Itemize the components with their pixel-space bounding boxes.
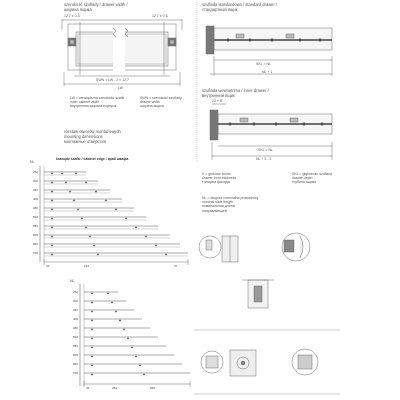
- row-label: 300: [72, 299, 78, 303]
- row-label: 300: [32, 179, 38, 183]
- standard-skl-label: SKL = NL: [256, 62, 271, 66]
- standard-drawer-title: szuflada standardowa / standard drawer / стандартный ящик: [202, 2, 278, 12]
- lower-nl-label: NL: [70, 279, 75, 283]
- inner-skl-label: SKL = NL: [258, 148, 273, 152]
- inner-drawer-title: szuflada wewnętrzna / inner drawer / внутренний ящик: [202, 88, 269, 98]
- side-gap-right-label: 12,7 ± 0,3: [152, 14, 168, 18]
- lower-bottom-dim: 32: [86, 386, 90, 390]
- side-gap-left-label: 12,7 ± 0,3: [64, 14, 80, 18]
- row-label: 550: [32, 224, 38, 228]
- drawer-width-title: szerokość szuflady / drawer width / ширина ящика: [64, 2, 128, 12]
- row-label: 250: [32, 170, 38, 174]
- row-label: 500: [72, 335, 78, 339]
- row-label: 250: [72, 290, 78, 294]
- nominal-length-legend: NL = długość nominalna prowadnicy nominal slide length номинальная длина направляющей: [202, 196, 259, 213]
- row-label: 600: [32, 233, 38, 237]
- row-label: 550: [72, 344, 78, 348]
- detail-views: [194, 233, 340, 394]
- drawer-depth-legend: SKL = głębokość szuflady drawer depth глубина ящика: [292, 172, 333, 185]
- mounting-dimensions-title: rozstaw otworów montażowych mounting dimensions монтажные отверстия: [64, 129, 121, 144]
- row-label: 400: [32, 197, 38, 201]
- inner-top-dim-label: 23 + 8: [212, 99, 222, 103]
- row-label: 450: [72, 326, 78, 330]
- cabinet-edge-label: krawędź szafki / cabinet edge / край шкафа: [56, 157, 129, 161]
- swn-formula-label: SWN = LW - 2 × 12,7: [96, 78, 130, 82]
- row-label: 350: [32, 188, 38, 192]
- lw-label: LW: [118, 86, 123, 90]
- row-label: 600: [72, 353, 78, 357]
- lower-bottom-dim: 256: [150, 386, 156, 390]
- lw-note: LW = wewnętrzna szerokość szafki inner cabinet width внутренняя ширина корпуса: [70, 96, 125, 109]
- row-label: 450: [32, 206, 38, 210]
- bottom-dim: 37: [174, 264, 178, 268]
- bottom-dim: 32: [46, 264, 50, 268]
- row-label: 700: [32, 251, 38, 255]
- row-label: 500: [32, 215, 38, 219]
- mounting-hole-table: [40, 166, 188, 265]
- row-label: 400: [72, 317, 78, 321]
- lower-bottom-dim: 256: [112, 386, 118, 390]
- row-label: 700: [72, 371, 78, 375]
- standard-nl-label: NL + 1: [262, 70, 273, 74]
- lower-mounting-table: [80, 284, 190, 387]
- bottom-dim: 224: [84, 264, 90, 268]
- standard-drawer-side-view: [206, 26, 332, 76]
- swn-note: SWN = szerokość szuflady drawer width ширина ящика: [140, 96, 182, 109]
- row-label: 350: [72, 308, 78, 312]
- drawer-width-section: [62, 19, 182, 86]
- front-thickness-legend: X = grubość frontu drawer front thickness толщина фасада: [202, 172, 237, 185]
- row-label: 650: [32, 242, 38, 246]
- row-label: 650: [72, 362, 78, 366]
- inner-nl-label: NL + 3 - 3: [256, 157, 272, 161]
- mounting-nl-label: NL: [30, 160, 35, 164]
